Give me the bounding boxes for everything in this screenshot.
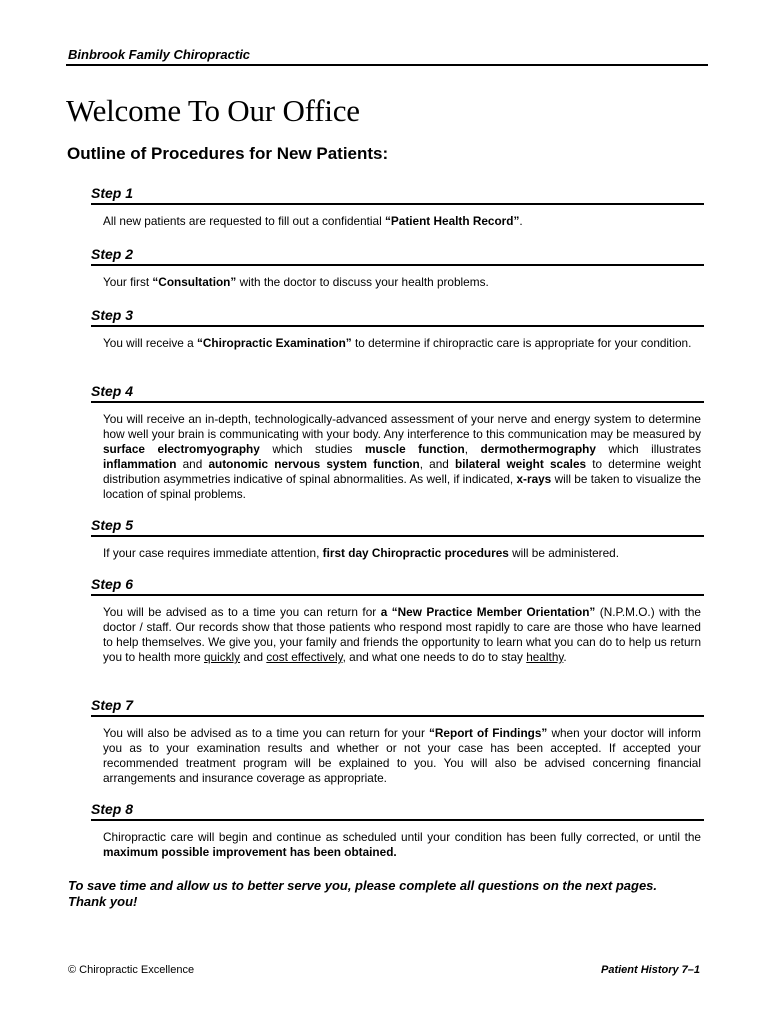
step-body xyxy=(91,546,704,561)
step-divider xyxy=(91,264,704,266)
text-run: when your doctor will inform you as to your examination results and whether or not your case has been accepted. If accepted your recommended treatment program will be explained to you. You will also be advised concerning financial arrangements and insurance coverage as appropriate. xyxy=(103,726,702,785)
text-run: , and xyxy=(419,457,456,471)
bold-text-run: surface electromyography xyxy=(103,442,260,456)
text-run: to determine weight distribution asymmetries indicative of spinal abnormalities. As well, if indicated, xyxy=(103,457,702,486)
text-run: You will receive a xyxy=(103,336,197,350)
bold-text-run: x-rays xyxy=(516,472,552,486)
step-1 xyxy=(91,185,704,229)
step-heading: Step 1 xyxy=(91,185,134,201)
bold-text-run: dermothermography xyxy=(480,442,596,456)
text-run: with the doctor to discuss your health problems. xyxy=(236,275,489,289)
bold-text-run: bilateral weight scales xyxy=(455,457,587,471)
text-run: to determine if chiropractic care is appropriate for your condition. xyxy=(351,336,692,350)
text-run: Chiropractic care will begin and continue as scheduled until your condition has been fully corrected, or until the xyxy=(103,830,701,844)
step-divider xyxy=(91,594,704,596)
step-2 xyxy=(91,246,704,290)
bold-text-run: “Patient Health Record” xyxy=(385,214,520,228)
step-heading: Step 7 xyxy=(91,697,134,713)
step-text xyxy=(103,336,701,351)
step-heading: Step 4 xyxy=(91,383,134,399)
step-body xyxy=(91,214,704,229)
closing-thanks: Thank you! xyxy=(68,894,138,909)
text-run: and xyxy=(176,457,209,471)
text-run: will be administered. xyxy=(508,546,620,560)
footer-copyright: © Chiropractic Excellence xyxy=(68,964,195,976)
closing-note xyxy=(68,878,708,910)
step-heading: Step 2 xyxy=(91,246,134,262)
text-run: and xyxy=(240,650,267,664)
footer-page-label: Patient History 7–1 xyxy=(601,964,701,976)
text-run: which illustrates xyxy=(595,442,702,456)
bold-text-run: first day Chiropractic procedures xyxy=(322,546,509,560)
step-body xyxy=(91,275,704,290)
page-subtitle: Outline of Procedures for New Patients: xyxy=(67,144,389,163)
bold-text-run: “Report of Findings” xyxy=(429,726,548,740)
page-title: Welcome To Our Office xyxy=(66,93,360,128)
text-run: will be taken to visualize the location of spinal problems. xyxy=(103,472,701,501)
bold-text-run: muscle function xyxy=(364,442,465,456)
text-run: All new patients are requested to fill out a confidential xyxy=(103,214,385,228)
underlined-text-run: cost effectively xyxy=(266,650,343,664)
step-heading: Step 6 xyxy=(91,576,134,592)
text-run: Your first xyxy=(103,275,153,289)
step-text xyxy=(103,830,701,860)
text-run: (N.P.M.O.) with the doctor / staff. Our records show that those patients who respond most rapidly to care are those who have learned to help themselves. We give you, your family and friends the opportunity to learn what you can do to help us return you to health more xyxy=(103,605,701,664)
step-text xyxy=(103,214,701,229)
header-org-name: Binbrook Family Chiropractic xyxy=(68,47,251,62)
step-3 xyxy=(91,307,704,351)
step-text xyxy=(103,726,701,786)
step-text xyxy=(103,605,701,665)
closing-line: To save time and allow us to better serve you, please complete all questions on the next pages. xyxy=(68,878,658,893)
text-run: You will receive an in-depth, technologically-advanced assessment of your nerve and energy system to determine how well your brain is communicating with your body. Any interference to this communication may be measured by xyxy=(103,412,701,441)
text-run: which studies xyxy=(259,442,365,456)
step-body xyxy=(91,605,704,665)
step-divider xyxy=(91,535,704,537)
step-divider xyxy=(91,819,704,821)
bold-text-run: “Chiropractic Examination” xyxy=(197,336,352,350)
step-heading: Step 3 xyxy=(91,307,134,323)
step-text xyxy=(103,275,701,290)
step-body xyxy=(91,830,704,860)
step-4 xyxy=(91,383,704,502)
bold-text-run: a “New Practice Member Orientation” xyxy=(380,605,596,619)
step-heading: Step 8 xyxy=(91,801,134,817)
bold-text-run: inflammation xyxy=(103,457,177,471)
text-run: . xyxy=(519,214,523,228)
text-run: , xyxy=(464,442,481,456)
step-divider xyxy=(91,203,704,205)
text-run: . xyxy=(563,650,567,664)
text-run: If your case requires immediate attention, xyxy=(103,546,323,560)
step-text xyxy=(103,412,701,502)
step-8 xyxy=(91,801,704,860)
step-heading: Step 5 xyxy=(91,517,134,533)
step-body xyxy=(91,336,704,351)
bold-text-run: maximum possible improvement has been obtained. xyxy=(103,845,397,859)
header-divider xyxy=(66,64,708,66)
step-body xyxy=(91,412,704,502)
underlined-text-run: healthy xyxy=(526,650,564,664)
step-body xyxy=(91,726,704,786)
bold-text-run: “Consultation” xyxy=(152,275,237,289)
step-6 xyxy=(91,576,704,665)
step-7 xyxy=(91,697,704,786)
text-run: You will be advised as to a time you can return for xyxy=(103,605,381,619)
step-divider xyxy=(91,715,704,717)
step-divider xyxy=(91,401,704,403)
underlined-text-run: quickly xyxy=(204,650,241,664)
bold-text-run: autonomic nervous system function xyxy=(208,457,420,471)
step-5 xyxy=(91,517,704,561)
text-run: , and what one needs to do to stay xyxy=(342,650,527,664)
text-run: You will also be advised as to a time you can return for your xyxy=(103,726,430,740)
step-divider xyxy=(91,325,704,327)
step-text xyxy=(103,546,701,561)
